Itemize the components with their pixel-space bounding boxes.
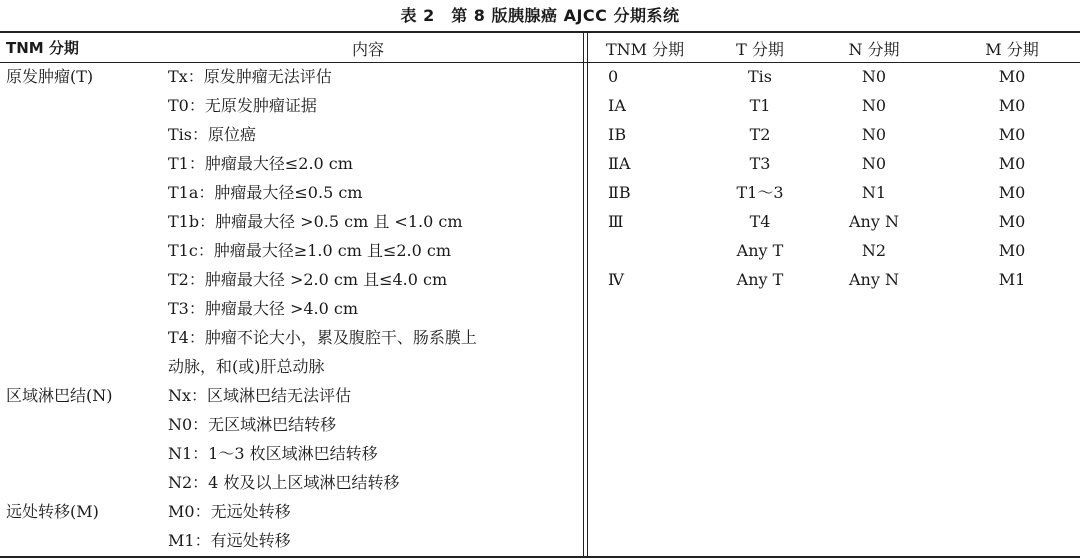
row-content: Tx：原发肿瘤无法评估 — [168, 67, 332, 86]
table-row — [0, 237, 580, 265]
n-cell: N0 — [861, 125, 887, 144]
right-header-m: M 分期 — [985, 40, 1039, 59]
row-category: 区域淋巴结(N) — [6, 386, 113, 405]
m-cell: M0 — [998, 67, 1026, 86]
right-header-tnm: TNM 分期 — [606, 40, 685, 59]
table-row — [0, 266, 580, 294]
left-header-content: 内容 — [352, 40, 385, 59]
m-cell: M1 — [998, 270, 1026, 289]
right-header-t: T 分期 — [736, 40, 784, 59]
top-rule — [0, 31, 1080, 33]
n-cell: Any N — [849, 212, 899, 231]
row-content: T0：无原发肿瘤证据 — [168, 96, 317, 115]
stage-cell: 0 — [608, 67, 619, 86]
row-content: T2：肿瘤最大径 >2.0 cm 且≤4.0 cm — [168, 270, 448, 289]
n-cell: N0 — [861, 67, 887, 86]
row-content: T3：肿瘤最大径 >4.0 cm — [168, 299, 359, 318]
left-header-tnm: TNM 分期 — [6, 39, 79, 57]
stage-cell: ⅡB — [608, 183, 631, 202]
table-row — [594, 208, 1080, 236]
table-row — [0, 324, 580, 352]
row-content: Tis：原位癌 — [168, 125, 257, 144]
n-cell: N0 — [861, 154, 887, 173]
row-content: N0：无区域淋巴结转移 — [168, 415, 337, 434]
table-row — [0, 295, 580, 323]
bottom-rule — [0, 556, 1080, 558]
row-content: N1：1～3 枚区域淋巴结转移 — [168, 444, 378, 463]
n-cell: N2 — [861, 241, 887, 260]
t-cell: T3 — [749, 154, 771, 173]
m-cell: M0 — [998, 183, 1026, 202]
n-cell: N1 — [861, 183, 887, 202]
t-cell: T2 — [749, 125, 771, 144]
table-row — [594, 121, 1080, 149]
stage-cell: Ⅳ — [608, 270, 624, 289]
t-cell: Any T — [736, 270, 784, 289]
table-row — [594, 63, 1080, 91]
table-row — [594, 266, 1080, 294]
t-cell: T4 — [749, 212, 771, 231]
row-content: T4：肿瘤不论大小，累及腹腔干、肠系膜上 — [168, 328, 477, 347]
n-cell: Any N — [849, 270, 899, 289]
table-row — [0, 121, 580, 149]
table-row — [0, 440, 580, 468]
row-content: M0：无远处转移 — [168, 502, 291, 521]
table-row — [594, 92, 1080, 120]
t-cell: Any T — [736, 241, 784, 260]
m-cell: M0 — [998, 212, 1026, 231]
table-row — [0, 498, 580, 526]
m-cell: M0 — [998, 96, 1026, 115]
row-content: T1c：肿瘤最大径≥1.0 cm 且≤2.0 cm — [168, 241, 452, 260]
table-row — [594, 150, 1080, 178]
table-row — [0, 411, 580, 439]
table-row — [0, 150, 580, 178]
table-row — [0, 527, 580, 555]
n-cell: N0 — [861, 96, 887, 115]
row-category: 远处转移(M) — [6, 502, 99, 521]
divider-line-right — [587, 31, 588, 558]
row-content: N2：4 枚及以上区域淋巴结转移 — [168, 473, 400, 492]
row-content: T1：肿瘤最大径≤2.0 cm — [168, 154, 353, 173]
m-cell: M0 — [998, 241, 1026, 260]
t-cell: T1 — [749, 96, 771, 115]
t-cell: Tis — [748, 67, 772, 86]
divider-line-left — [583, 31, 584, 558]
row-content: T1b：肿瘤最大径 >0.5 cm 且 <1.0 cm — [168, 212, 463, 231]
stage-cell: ⅠB — [608, 125, 627, 144]
table-row — [0, 179, 580, 207]
t-cell: T1～3 — [736, 183, 784, 202]
table-row — [0, 92, 580, 120]
row-content: M1：有远处转移 — [168, 531, 291, 550]
m-cell: M0 — [998, 125, 1026, 144]
row-content: 动脉，和(或)肝总动脉 — [168, 357, 325, 376]
row-category: 原发肿瘤(T) — [6, 67, 94, 86]
table-row — [0, 382, 580, 410]
stage-cell: Ⅲ — [608, 212, 624, 231]
table-caption: 表 2 第 8 版胰腺癌 AJCC 分期系统 — [400, 6, 680, 25]
table-row — [594, 237, 1080, 265]
table-row — [0, 63, 580, 91]
stage-cell: ⅠA — [608, 96, 626, 115]
table-row — [0, 469, 580, 497]
table-row — [0, 353, 580, 381]
stage-cell: ⅡA — [608, 154, 631, 173]
row-content: Nx：区域淋巴结无法评估 — [168, 386, 352, 405]
table-row — [594, 179, 1080, 207]
right-header-n: N 分期 — [848, 40, 900, 59]
m-cell: M0 — [998, 154, 1026, 173]
row-content: T1a：肿瘤最大径≤0.5 cm — [168, 183, 363, 202]
table-row — [0, 208, 580, 236]
